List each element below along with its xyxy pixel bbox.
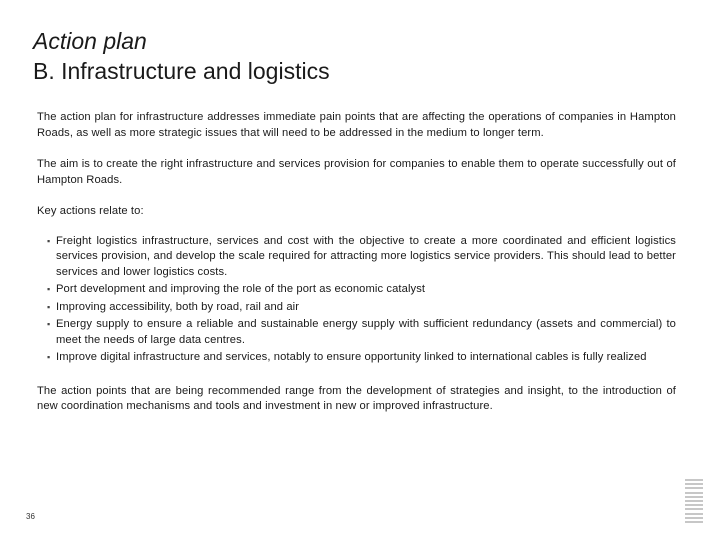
list-item: ▪ Energy supply to ensure a reliable and sustainable energy supply with sufficient redundancy (assets and commercial) to meet the needs of large data centres.	[47, 318, 676, 346]
bullet-icon: ▪	[47, 301, 51, 312]
title-section: Action plan	[33, 28, 147, 54]
closing-paragraph: The action points that are being recommended range from the development of strategies and insight, to the introduction of new coordination mechanisms and tools and investment in new or improved infrastructure.	[37, 384, 676, 412]
intro-paragraph: The action plan for infrastructure addresses immediate pain points that are affecting the operations of companies in Hampton Roads, as well as more strategic issues that will need to be addressed in the medium to longer term.	[37, 111, 676, 139]
bullet-icon: ▪	[47, 352, 51, 362]
list-item: ▪ Improve digital infrastructure and services, notably to ensure opportunity linked to international cables is fully realized	[47, 350, 676, 366]
slide-body	[37, 110, 676, 431]
bullet-icon: ▪	[47, 235, 51, 246]
bullet-icon: ▪	[47, 319, 51, 329]
aim-paragraph: The aim is to create the right infrastructure and services provision for companies to enable them to operate successfully out of Hampton Roads.	[37, 158, 676, 186]
key-actions-list	[37, 234, 676, 366]
slide-title	[33, 26, 330, 86]
list-item: ▪ Port development and improving the role of the port as economic catalyst	[47, 282, 676, 298]
page-number: 36	[26, 512, 35, 521]
bullet-icon: ▪	[47, 284, 51, 294]
list-item: ▪ Freight logistics infrastructure, services and cost with the objective to create a more coordinated and efficient logistics services provision, and develop the scale required for attracting more logistics service providers. This should lead to better services and lower logistics costs.	[47, 234, 676, 278]
ibm-logo-icon	[685, 479, 703, 523]
title-subsection: B. Infrastructure and logistics	[33, 58, 330, 84]
list-item: ▪ Improving accessibility, both by road, rail and air	[47, 300, 676, 316]
key-actions-heading: Key actions relate to:	[37, 205, 144, 217]
